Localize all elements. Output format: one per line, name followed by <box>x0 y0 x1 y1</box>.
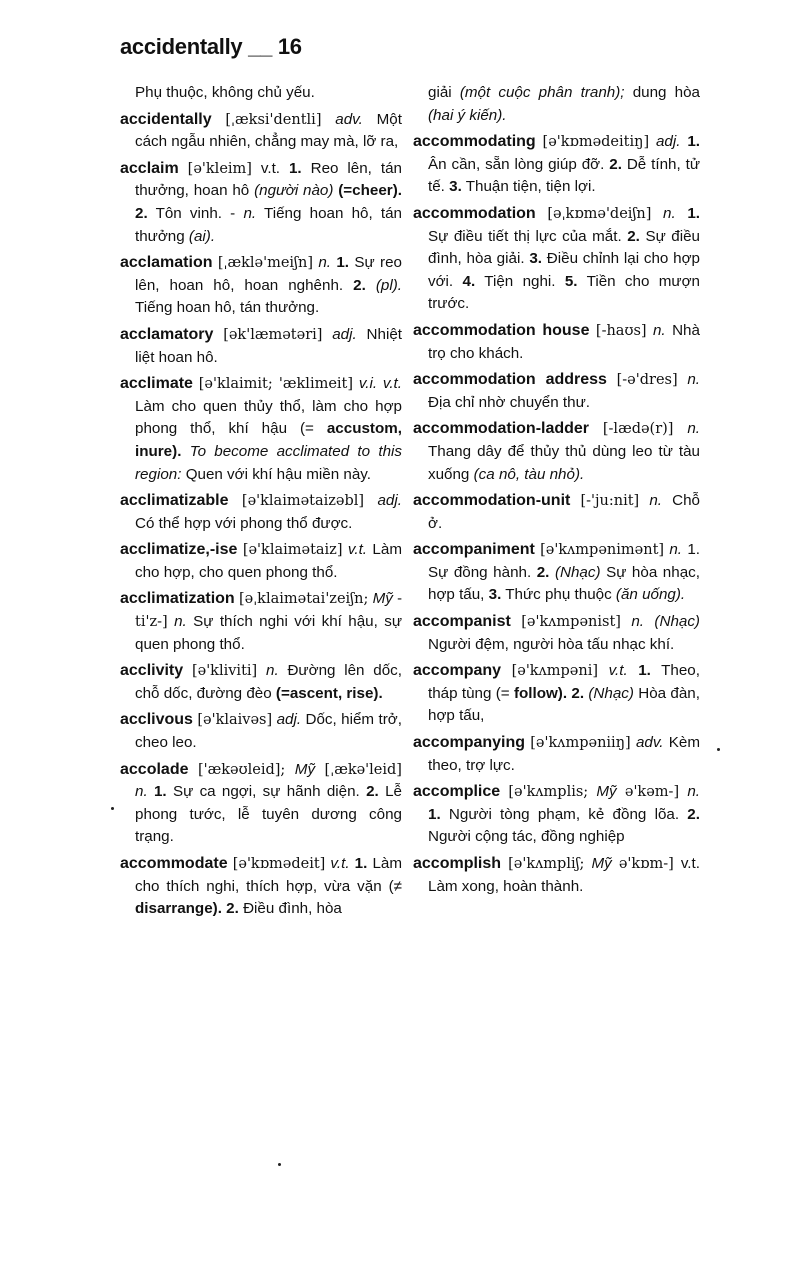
pronunciation-variant: ə'kɒm-] <box>618 856 674 872</box>
entry-acclimatizable <box>120 490 402 535</box>
definition: Ân cần, sẵn lòng giúp đỡ. <box>428 155 605 173</box>
headword: accommodation-unit <box>413 492 571 510</box>
pronunciation: [ə'kliviti] <box>191 663 258 680</box>
definition: Dốc, hiểm trở, cheo leo. <box>135 711 402 752</box>
part-of-speech: v.i. v.t. <box>358 375 402 393</box>
headword: acclimatize,-ise <box>120 541 238 559</box>
sense-number: 1. <box>153 783 167 801</box>
definition: Lễ phong tước, lễ tuyên dương công trạng. <box>135 783 402 846</box>
definition: Làm cho thích nghi, thích hợp, vừa vặn (≠ <box>135 855 402 895</box>
pronunciation: [ə'klaimətaiz] <box>242 542 343 559</box>
sense-number: 3. <box>529 250 542 268</box>
definition: Dễ tính, tử tế. <box>428 155 700 196</box>
part-of-speech: adv. <box>335 110 363 128</box>
definition-note: (ăn uống). <box>615 586 686 604</box>
part-of-speech: v.t. <box>330 855 350 872</box>
definition-note: (ai). <box>188 227 216 245</box>
part-of-speech: adj. <box>655 133 681 151</box>
part-of-speech: v.t. <box>680 855 700 872</box>
entry-acclivity <box>120 660 402 705</box>
part-of-speech: v.t. <box>347 541 368 559</box>
synonym: follow). <box>513 684 568 702</box>
part-of-speech: n. <box>687 783 700 801</box>
definition: Điều đình, hòa <box>243 900 342 918</box>
sense-number: 2. <box>226 900 239 918</box>
definition: Làm xong, hoàn thành. <box>428 877 584 895</box>
entry-accomplice <box>413 781 700 849</box>
sense-number: 1. <box>336 254 350 272</box>
headword: acclamation <box>120 254 213 272</box>
definition-note: (Nhạc) <box>654 613 700 631</box>
part-of-speech: n. <box>687 420 700 438</box>
headword: acclaim <box>120 159 179 177</box>
headword: acclimatizable <box>120 492 229 510</box>
pronunciation: [-haʊs] <box>595 322 647 339</box>
part-of-speech: adj. <box>332 325 357 343</box>
headword: accommodate <box>120 855 228 872</box>
scan-speck <box>717 748 720 751</box>
headword: accompany <box>413 662 502 680</box>
definition: Sự reo lên, hoan hô, hoan nghênh. <box>135 254 402 294</box>
sense-number: 2. <box>687 805 700 823</box>
page-number: 16 <box>277 34 302 59</box>
headword: accomplish <box>413 855 502 872</box>
definition: Người đệm, người hòa tấu nhạc khí. <box>428 635 675 653</box>
header-headword: accidentally <box>120 34 243 59</box>
pronunciation: ['ækəʊleid]; <box>197 761 286 778</box>
definition: Tiện nghi. <box>484 272 556 290</box>
entry-accommodation-unit <box>413 490 700 535</box>
pronunciation: [ə'kʌmpliʃ; <box>508 856 585 872</box>
pronunciation: [ə'kʌmpənimənt] <box>540 542 665 559</box>
sense-number: 2. <box>366 783 379 801</box>
definition: Thuận tiện, tiện lợi. <box>465 178 596 196</box>
part-of-speech: n. <box>243 204 257 222</box>
headword: accolade <box>120 760 189 778</box>
pronunciation: [ə'kleim] <box>187 160 252 177</box>
scan-speck <box>278 1163 281 1166</box>
sense-number: 1. <box>288 159 302 177</box>
definition-note: (ca nô, tàu nhỏ). <box>473 465 585 483</box>
definition: Người cộng tác, đồng nghiệp <box>428 828 625 846</box>
entry-acclamation <box>120 252 402 320</box>
part-of-speech: n. <box>687 371 700 389</box>
left-column <box>120 82 402 925</box>
entry-accommodating <box>413 131 700 199</box>
pronunciation-variant: [ˌækə'leid] <box>324 761 402 778</box>
pronunciation: [əˌkɒmə'deiʃn] <box>547 205 652 222</box>
pronunciation: [ə'kʌmplis; <box>508 784 589 801</box>
headword: acclamatory <box>120 325 214 343</box>
entry-accompany <box>413 660 700 728</box>
part-of-speech: adv. <box>635 734 664 752</box>
part-of-speech: n. <box>652 321 666 339</box>
synonym: (=ascent, rise). <box>275 684 383 702</box>
sense-number: 2. <box>627 227 640 245</box>
pronunciation: [ˌæksi'dentli] <box>225 111 322 128</box>
definition: Chỗ ở. <box>428 492 700 532</box>
definition: Nhiệt liệt hoan hô. <box>135 325 402 366</box>
definition: Tiếng hoan hô, tán thưởng. <box>135 299 320 317</box>
part-of-speech: v.t. <box>260 159 281 177</box>
definition: Reo lên, tán thưởng, hoan hô <box>135 159 402 200</box>
definition: Địa chỉ nhờ chuyển thư. <box>428 393 590 411</box>
entry-acclamatory <box>120 324 402 369</box>
sense-number: 1. <box>354 855 368 872</box>
definition: Kèm theo, trợ lực. <box>428 734 700 774</box>
definition: Thang dây để thủy thủ dùng leo từ tàu xuống <box>428 442 700 483</box>
definition: Sự hòa nhạc, hợp tấu, <box>428 563 700 604</box>
pronunciation: [ə'kʌmpəni] <box>511 663 599 680</box>
entry-acclaim <box>120 158 402 248</box>
definition: Sự ca ngợi, sự hãnh diện. <box>172 783 360 801</box>
variant-label: Mỹ <box>372 590 393 608</box>
definition: Đường lên dốc, chỗ dốc, đường đèo <box>135 662 402 702</box>
part-of-speech: v.t. <box>608 662 628 680</box>
headword: accommodation-ladder <box>413 420 590 438</box>
sense-number: 1. <box>687 133 700 151</box>
pronunciation: [ə'klaimətaizəbl] <box>241 493 365 510</box>
pronunciation: [əˌklaimətai'zeiʃn; <box>238 591 369 608</box>
entry-accompaniment <box>413 539 700 607</box>
entry-accommodate <box>120 853 402 921</box>
pronunciation: [ə'kɒmədeitiŋ] <box>542 134 650 151</box>
entry-accommodation <box>413 203 700 316</box>
definition: Sự đồng hành. <box>428 563 532 581</box>
headword: accompaniment <box>413 541 535 559</box>
definition: Tôn vinh. - <box>155 204 236 222</box>
sense-number: 1. <box>687 541 700 559</box>
sense-number: 2. <box>135 204 148 222</box>
definition: Thức phụ thuộc <box>505 586 612 604</box>
part-of-speech: adj. <box>377 492 402 510</box>
part-of-speech: n. <box>135 783 148 801</box>
continuation-text: giải (một cuộc phân tranh); dung hòa (hai ý kiến). <box>428 84 700 124</box>
sense-number: 4. <box>462 272 476 290</box>
definition: Hòa đàn, hợp tấu, <box>428 684 700 725</box>
definition: Nhà trọ cho khách. <box>428 321 700 362</box>
right-column <box>413 82 700 902</box>
sense-number: 3. <box>488 586 502 604</box>
sense-number: 1. <box>687 204 700 222</box>
sense-number: 2. <box>536 563 550 581</box>
pronunciation: [ˌæklə'meiʃn] <box>217 255 313 272</box>
entry-acclivous <box>120 709 402 754</box>
entry-accompanying <box>413 732 700 777</box>
sense-number: 1. <box>428 805 441 823</box>
definition: Theo, tháp tùng (= <box>428 662 700 702</box>
definition: Làm cho quen thủy thổ, làm cho hợp phong thổ, khí hậu (= <box>135 397 402 438</box>
variant-label: Mỹ <box>596 783 617 801</box>
pronunciation-variant: -ti'z-] <box>135 591 402 631</box>
pronunciation: [-ə'dres] <box>616 372 678 389</box>
entry-accommodation-address <box>413 369 700 414</box>
definition-note: (Nhạc) <box>554 563 601 581</box>
continuation-text: Phụ thuộc, không chủ yếu. <box>135 84 315 101</box>
entry-accidentally <box>120 109 402 154</box>
synonym: (=cheer). <box>338 182 402 200</box>
pronunciation-variant: ə'kəm-] <box>624 784 680 801</box>
part-of-speech: adj. <box>276 711 302 729</box>
pronunciation: [-lædə(r)] <box>602 421 674 438</box>
sense-number: 1. <box>638 662 651 680</box>
definition: Làm cho hợp, cho quen phong thổ. <box>135 541 402 581</box>
entry-acclimatization <box>120 588 402 656</box>
part-of-speech: n. <box>318 254 332 272</box>
definition: Sự thích nghi với khí hậu, sự quen phong thổ. <box>135 613 402 653</box>
sense-number: 2. <box>571 684 585 702</box>
headword: accompanist <box>413 613 511 631</box>
headword: accommodating <box>413 133 536 151</box>
definition: Người tòng phạm, kẻ đồng lõa. <box>448 805 680 823</box>
part-of-speech: n. <box>174 613 187 631</box>
definition: Tiếng hoan hô, tán thưởng <box>135 204 402 245</box>
headword: acclimate <box>120 375 193 393</box>
entry-acclimatize <box>120 539 402 584</box>
definition: Sự điều tiết thị lực của mắt. <box>428 227 622 245</box>
pronunciation: [-'ju:nit] <box>580 493 640 510</box>
example-translation: Quen với khí hậu miền này. <box>185 465 371 483</box>
headword: accommodation address <box>413 371 607 389</box>
headword: accommodation <box>413 204 536 222</box>
entry-accompanist <box>413 611 700 656</box>
entry-accomplish <box>413 853 700 898</box>
headword: accompanying <box>413 734 526 752</box>
synonym: accustom, inure). <box>135 420 402 460</box>
sense-number: 2. <box>353 276 366 294</box>
definition: Có thể hợp với phong thổ được. <box>135 514 353 532</box>
definition: Tiền cho mượn trước. <box>428 272 700 313</box>
example: To become acclimated to this region: <box>135 442 402 483</box>
scan-speck <box>111 807 114 810</box>
headword: accommodation house <box>413 321 590 339</box>
headword: accomplice <box>413 783 501 801</box>
entry-accolade <box>120 759 402 849</box>
headword: accidentally <box>120 110 212 128</box>
entry-accommodation-house <box>413 320 700 365</box>
definition-note: (người nào) <box>254 182 334 200</box>
definition-note: (Nhạc) <box>588 684 634 702</box>
antonym: disarrange). <box>135 900 222 918</box>
definition: Sự điều đình, hòa giải. <box>428 227 700 268</box>
pronunciation: [ək'læmətəri] <box>223 326 323 343</box>
headword: acclivous <box>120 711 193 729</box>
part-of-speech: n. <box>631 613 645 631</box>
part-of-speech: n. <box>663 204 676 222</box>
sense-number: 2. <box>609 155 622 173</box>
header-dash: __ <box>248 34 273 59</box>
headword: acclivity <box>120 662 184 680</box>
entry-acclimate <box>120 373 402 486</box>
entry-accommodation-ladder <box>413 418 700 486</box>
part-of-speech: n. <box>669 541 683 559</box>
variant-label: Mỹ <box>294 760 316 778</box>
variant-label: Mỹ <box>591 855 612 872</box>
pronunciation: [ə'kʌmpənist] <box>521 614 621 631</box>
pronunciation: [ə'kɒmədeit] <box>232 856 326 872</box>
pronunciation: [ə'klaimit; 'æklimeit] <box>198 376 354 393</box>
sense-number: 3. <box>449 178 462 196</box>
definition-note: (pl). <box>375 276 402 294</box>
definition: Điều chỉnh lại cho hợp với. <box>428 250 700 290</box>
sense-number: 5. <box>564 272 578 290</box>
pronunciation: [ə'klaivəs] <box>197 712 273 729</box>
part-of-speech: n. <box>266 662 279 680</box>
page-header <box>120 34 302 60</box>
headword: acclimatization <box>120 590 235 608</box>
part-of-speech: n. <box>649 492 662 510</box>
definition: Một cách ngẫu nhiên, chẳng may mà, lỡ ra, <box>135 110 402 151</box>
pronunciation: [ə'kʌmpəniiŋ] <box>530 735 631 752</box>
